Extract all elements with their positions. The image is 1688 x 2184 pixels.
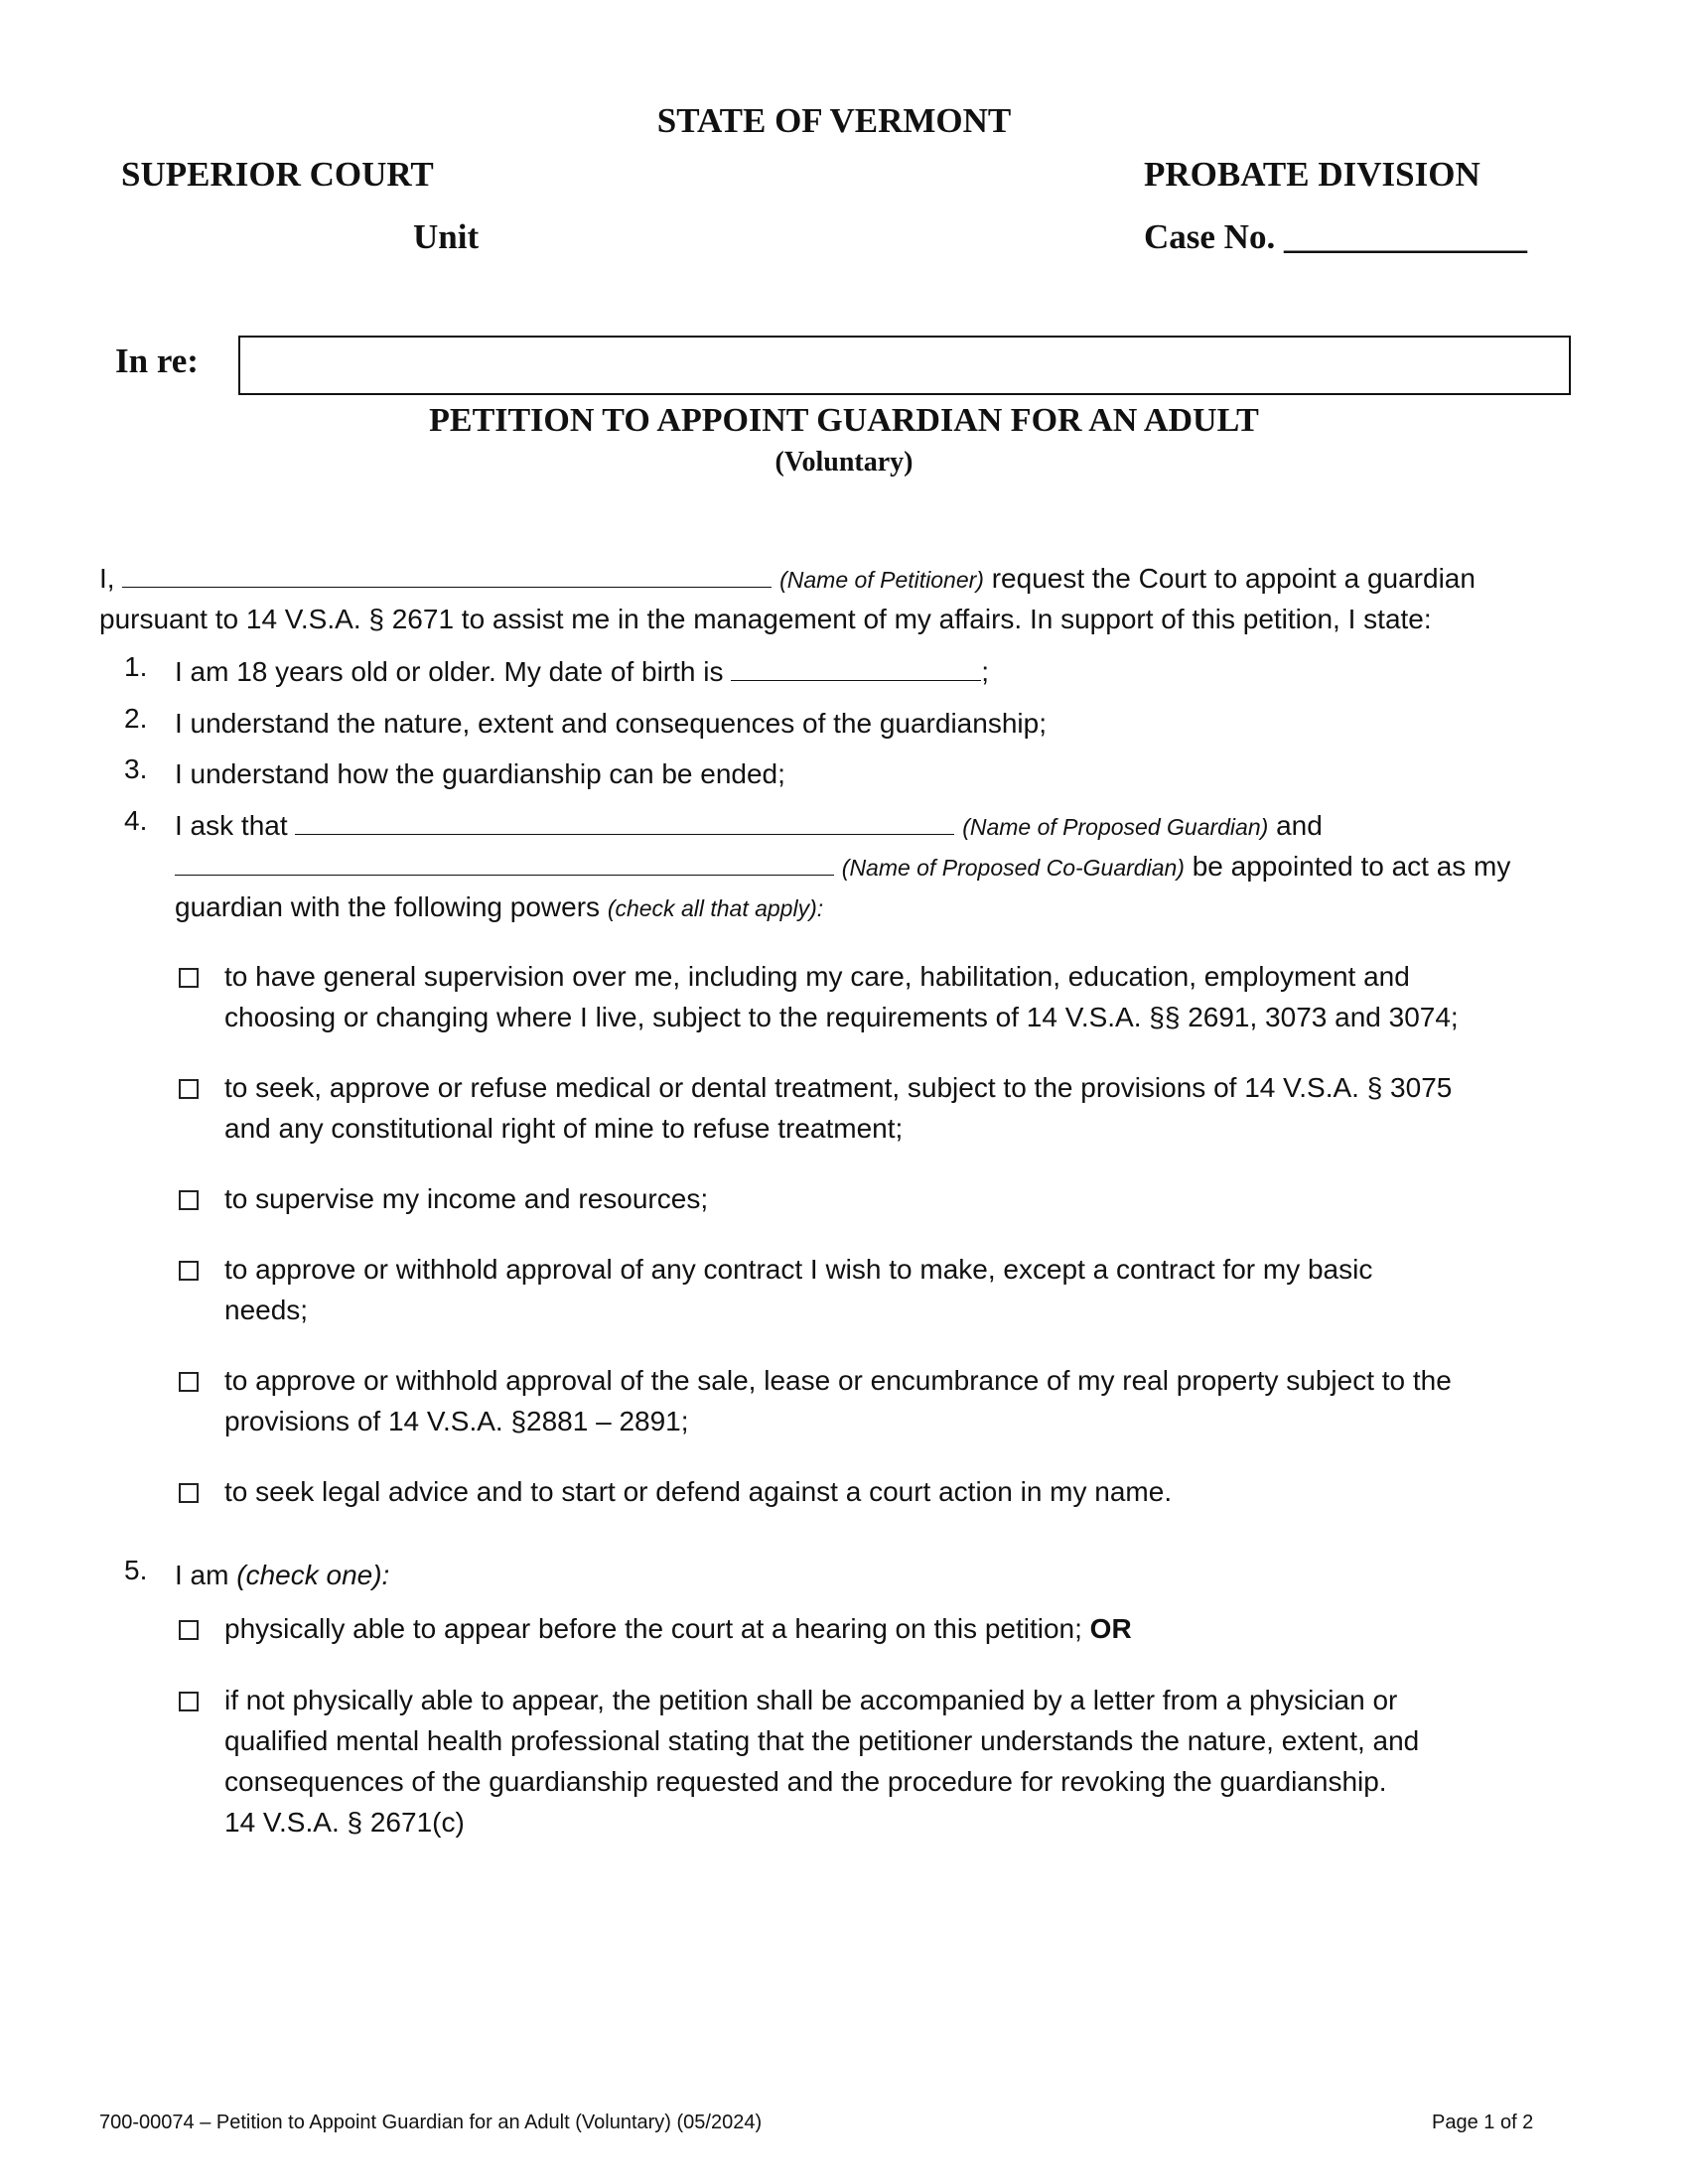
power-1-line-1: to have general supervision over me, including my care, habilitation, education, employment and — [224, 961, 1410, 992]
power-4-line-1: to approve or withhold approval of any contract I wish to make, except a contract for my basic — [224, 1254, 1373, 1285]
item-3-text: I understand how the guardianship can be ended; — [175, 758, 785, 789]
item-1 — [175, 651, 989, 692]
case-number-label: Case No. — [1144, 217, 1276, 256]
proposed-coguardian-hint: (Name of Proposed Co-Guardian) — [841, 855, 1185, 881]
in-re-label: In re: — [115, 341, 199, 380]
petitioner-name-field[interactable] — [122, 559, 772, 588]
case-number-blank[interactable]: ______________ — [1283, 217, 1527, 256]
power-5-line-2: provisions of 14 V.S.A. §2881 – 2891; — [224, 1406, 689, 1436]
in-re-field[interactable] — [238, 336, 1571, 395]
item-2-number: 2. — [124, 703, 148, 734]
power-3-line-1: to supervise my income and resources; — [224, 1183, 709, 1214]
appearance-2-line-1: if not physically able to appear, the petition shall be accompanied by a letter from a physician or — [224, 1685, 1398, 1715]
item-5-hint: (check one): — [236, 1560, 390, 1590]
appearance-1-text: physically able to appear before the court at a hearing on this petition; — [224, 1613, 1082, 1644]
appearance-2-checkbox[interactable] — [179, 1692, 199, 1711]
power-6-checkbox[interactable] — [179, 1483, 199, 1503]
item-4-line-3 — [175, 887, 823, 929]
power-2-checkbox[interactable] — [179, 1079, 199, 1099]
power-2-line-2: and any constitutional right of mine to refuse treatment; — [224, 1113, 904, 1144]
item-4-and: and — [1276, 810, 1323, 841]
item-1-text: I am 18 years old or older. My date of birth is — [175, 656, 724, 687]
power-2-line-1: to seek, approve or refuse medical or dental treatment, subject to the provisions of 14 V.S.A. § 3075 — [224, 1072, 1453, 1103]
court-name: SUPERIOR COURT — [121, 155, 434, 194]
appearance-2-line-3: consequences of the guardianship requested and the procedure for revoking the guardianship. — [224, 1766, 1387, 1797]
item-2-text: I understand the nature, extent and consequences of the guardianship; — [175, 708, 1047, 739]
intro-prefix: I, — [99, 563, 115, 594]
date-of-birth-field[interactable] — [731, 652, 981, 681]
power-1-line-2: choosing or changing where I live, subject to the requirements of 14 V.S.A. §§ 2691, 3073 and 3074; — [224, 1002, 1459, 1032]
item-5-number: 5. — [124, 1555, 148, 1585]
item-1-number: 1. — [124, 651, 148, 682]
power-3-checkbox[interactable] — [179, 1190, 199, 1210]
intro-line-1-rest: request the Court to appoint a guardian — [991, 563, 1476, 594]
item-4-line-2-rest: be appointed to act as my — [1192, 851, 1511, 882]
appearance-2-citation: 14 V.S.A. § 2671(c) — [224, 1807, 465, 1838]
footer-page-number: Page 1 of 2 — [1432, 2112, 1534, 2133]
appearance-2-line-2: qualified mental health professional stating that the petitioner understands the nature, extent, and — [224, 1725, 1420, 1756]
intro-line-1 — [99, 558, 1476, 601]
power-1-checkbox[interactable] — [179, 968, 199, 988]
item-4-line-1 — [175, 805, 1323, 848]
petitioner-hint: (Name of Petitioner) — [779, 567, 984, 593]
intro-line-2: pursuant to 14 V.S.A. § 2671 to assist me in the management of my affairs. In support of this petition, I state: — [99, 604, 1432, 634]
item-4-number: 4. — [124, 805, 148, 836]
power-4-checkbox[interactable] — [179, 1261, 199, 1281]
item-4-powers-label: guardian with the following powers — [175, 891, 601, 922]
item-5-prefix: I am — [175, 1560, 229, 1590]
item-4-line-2 — [175, 846, 1510, 888]
proposed-coguardian-field[interactable] — [175, 847, 834, 876]
unit-label: Unit — [413, 217, 480, 256]
power-5-line-1: to approve or withhold approval of the sale, lease or encumbrance of my real property subject to the — [224, 1365, 1452, 1396]
power-4-line-2: needs; — [224, 1295, 309, 1325]
item-4-check-hint: (check all that apply): — [607, 895, 824, 921]
power-5-checkbox[interactable] — [179, 1372, 199, 1392]
item-1-end: ; — [981, 656, 990, 687]
state-title: STATE OF VERMONT — [656, 101, 1012, 140]
division-name: PROBATE DIVISION — [1144, 155, 1480, 194]
item-4-prefix: I ask that — [175, 810, 288, 841]
appearance-1-or: OR — [1089, 1613, 1132, 1644]
case-number[interactable] — [1144, 217, 1527, 257]
proposed-guardian-field[interactable] — [295, 806, 954, 835]
appearance-1-checkbox[interactable] — [179, 1620, 199, 1640]
appearance-1-line — [224, 1608, 1132, 1649]
item-5-label — [175, 1555, 389, 1595]
proposed-guardian-hint: (Name of Proposed Guardian) — [962, 814, 1269, 840]
petition-subtitle: (Voluntary) — [774, 447, 914, 478]
item-3-number: 3. — [124, 753, 148, 784]
footer-form-id: 700-00074 – Petition to Appoint Guardian for an Adult (Voluntary) (05/2024) — [99, 2112, 763, 2133]
power-6-line-1: to seek legal advice and to start or defend against a court action in my name. — [224, 1476, 1173, 1507]
petition-title: PETITION TO APPOINT GUARDIAN FOR AN ADULT — [429, 402, 1259, 439]
